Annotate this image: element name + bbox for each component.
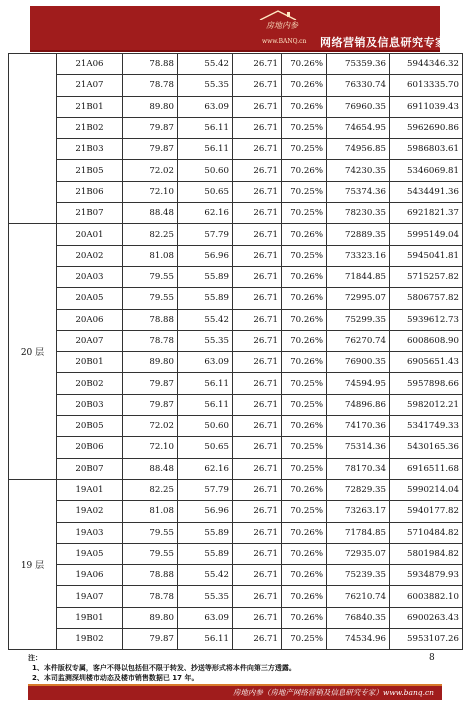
total-price-cell: 5957898.66	[390, 373, 463, 394]
table-row	[9, 543, 463, 564]
shared-area-cell: 26.71	[233, 543, 282, 564]
room-cell: 20A01	[57, 224, 123, 245]
area-cell: 78.88	[123, 54, 178, 75]
ratio-cell: 70.26%	[282, 330, 327, 351]
usable-area-cell: 56.11	[178, 373, 233, 394]
unit-price-cell: 74654.95	[327, 117, 390, 138]
shared-area-cell: 26.71	[233, 458, 282, 479]
total-price-cell: 5944346.32	[390, 54, 463, 75]
unit-price-cell: 78230.35	[327, 203, 390, 224]
page-number: 8	[429, 653, 435, 663]
usable-area-cell: 63.09	[178, 607, 233, 628]
price-table	[8, 53, 463, 650]
table-row	[9, 54, 463, 75]
total-price-cell: 5962690.86	[390, 117, 463, 138]
table-row	[9, 330, 463, 351]
shared-area-cell: 26.71	[233, 181, 282, 202]
table-row	[9, 117, 463, 138]
total-price-cell: 5982012.21	[390, 394, 463, 415]
shared-area-cell: 26.71	[233, 586, 282, 607]
table-row	[9, 75, 463, 96]
total-price-cell: 6921821.37	[390, 203, 463, 224]
shared-area-cell: 26.71	[233, 203, 282, 224]
table-row	[9, 224, 463, 245]
room-cell: 19A03	[57, 522, 123, 543]
shared-area-cell: 26.71	[233, 224, 282, 245]
area-cell: 78.78	[123, 75, 178, 96]
room-cell: 20B02	[57, 373, 123, 394]
usable-area-cell: 55.89	[178, 522, 233, 543]
area-cell: 79.55	[123, 288, 178, 309]
area-cell: 82.25	[123, 479, 178, 500]
area-cell: 79.55	[123, 522, 178, 543]
area-cell: 88.48	[123, 203, 178, 224]
ratio-cell: 70.26%	[282, 607, 327, 628]
shared-area-cell: 26.71	[233, 139, 282, 160]
logo-text: 房地内参	[266, 21, 298, 30]
ratio-cell: 70.25%	[282, 501, 327, 522]
usable-area-cell: 50.65	[178, 437, 233, 458]
room-cell: 19A05	[57, 543, 123, 564]
area-cell: 89.80	[123, 352, 178, 373]
total-price-cell: 5434491.36	[390, 181, 463, 202]
page-footer	[28, 684, 442, 700]
footer-text: 房地内参（房地产网络营销及信息研究专家）www.banq.cn	[232, 688, 434, 697]
unit-price-cell: 78170.34	[327, 458, 390, 479]
ratio-cell: 70.26%	[282, 224, 327, 245]
ratio-cell: 70.26%	[282, 352, 327, 373]
table-row	[9, 139, 463, 160]
unit-price-cell: 76330.74	[327, 75, 390, 96]
unit-price-cell: 74956.85	[327, 139, 390, 160]
ratio-cell: 70.26%	[282, 96, 327, 117]
area-cell: 79.87	[123, 629, 178, 650]
usable-area-cell: 55.89	[178, 288, 233, 309]
ratio-cell: 70.26%	[282, 479, 327, 500]
house-roof-icon	[258, 10, 298, 20]
total-price-cell: 6900263.43	[390, 607, 463, 628]
usable-area-cell: 55.42	[178, 309, 233, 330]
ratio-cell: 70.26%	[282, 288, 327, 309]
table-row	[9, 416, 463, 437]
shared-area-cell: 26.71	[233, 330, 282, 351]
ratio-cell: 70.25%	[282, 117, 327, 138]
usable-area-cell: 50.60	[178, 160, 233, 181]
unit-price-cell: 76960.35	[327, 96, 390, 117]
total-price-cell: 5346069.81	[390, 160, 463, 181]
total-price-cell: 5430165.36	[390, 437, 463, 458]
ratio-cell: 70.26%	[282, 309, 327, 330]
table-row	[9, 181, 463, 202]
shared-area-cell: 26.71	[233, 266, 282, 287]
table-row	[9, 522, 463, 543]
total-price-cell: 5806757.82	[390, 288, 463, 309]
total-price-cell: 5710484.82	[390, 522, 463, 543]
usable-area-cell: 57.79	[178, 479, 233, 500]
unit-price-cell: 76210.74	[327, 586, 390, 607]
room-cell: 19A06	[57, 565, 123, 586]
usable-area-cell: 56.11	[178, 394, 233, 415]
shared-area-cell: 26.71	[233, 117, 282, 138]
usable-area-cell: 55.35	[178, 330, 233, 351]
ratio-cell: 70.26%	[282, 416, 327, 437]
ratio-cell: 70.25%	[282, 629, 327, 650]
area-cell: 89.80	[123, 96, 178, 117]
usable-area-cell: 63.09	[178, 352, 233, 373]
room-cell: 21B03	[57, 139, 123, 160]
total-price-cell: 6008608.90	[390, 330, 463, 351]
room-cell: 20A02	[57, 245, 123, 266]
shared-area-cell: 26.71	[233, 309, 282, 330]
notes-title: 注：	[28, 654, 42, 662]
area-cell: 72.02	[123, 160, 178, 181]
room-cell: 21B07	[57, 203, 123, 224]
table-row	[9, 160, 463, 181]
ratio-cell: 70.26%	[282, 54, 327, 75]
room-cell: 20A06	[57, 309, 123, 330]
ratio-cell: 70.25%	[282, 203, 327, 224]
total-price-cell: 5986803.61	[390, 139, 463, 160]
unit-price-cell: 74230.35	[327, 160, 390, 181]
area-cell: 79.87	[123, 139, 178, 160]
usable-area-cell: 56.96	[178, 501, 233, 522]
area-cell: 81.08	[123, 501, 178, 522]
shared-area-cell: 26.71	[233, 437, 282, 458]
ratio-cell: 70.25%	[282, 181, 327, 202]
usable-area-cell: 55.35	[178, 586, 233, 607]
ratio-cell: 70.26%	[282, 522, 327, 543]
room-cell: 19A07	[57, 586, 123, 607]
total-price-cell: 6905651.43	[390, 352, 463, 373]
unit-price-cell: 76270.74	[327, 330, 390, 351]
total-price-cell: 5995149.04	[390, 224, 463, 245]
ratio-cell: 70.25%	[282, 437, 327, 458]
unit-price-cell: 74534.96	[327, 629, 390, 650]
ratio-cell: 70.26%	[282, 160, 327, 181]
shared-area-cell: 26.71	[233, 629, 282, 650]
table-row	[9, 394, 463, 415]
shared-area-cell: 26.71	[233, 565, 282, 586]
room-cell: 20B07	[57, 458, 123, 479]
table-row	[9, 352, 463, 373]
table-row	[9, 245, 463, 266]
brand-tagline: 网络营销及信息研究专家	[320, 36, 447, 49]
unit-price-cell: 72995.07	[327, 288, 390, 309]
shared-area-cell: 26.71	[233, 607, 282, 628]
usable-area-cell: 55.35	[178, 75, 233, 96]
unit-price-cell: 74896.86	[327, 394, 390, 415]
ratio-cell: 70.26%	[282, 266, 327, 287]
total-price-cell: 5939612.73	[390, 309, 463, 330]
total-price-cell: 6003882.10	[390, 586, 463, 607]
area-cell: 79.87	[123, 394, 178, 415]
table-row	[9, 203, 463, 224]
usable-area-cell: 57.79	[178, 224, 233, 245]
usable-area-cell: 63.09	[178, 96, 233, 117]
unit-price-cell: 75299.35	[327, 309, 390, 330]
area-cell: 78.88	[123, 565, 178, 586]
area-cell: 78.78	[123, 330, 178, 351]
room-cell: 20A07	[57, 330, 123, 351]
ratio-cell: 70.25%	[282, 373, 327, 394]
unit-price-cell: 75314.36	[327, 437, 390, 458]
total-price-cell: 5801984.82	[390, 543, 463, 564]
unit-price-cell: 73323.16	[327, 245, 390, 266]
floor-cell	[9, 54, 57, 224]
usable-area-cell: 62.16	[178, 458, 233, 479]
total-price-cell: 5953107.26	[390, 629, 463, 650]
ratio-cell: 70.25%	[282, 394, 327, 415]
room-cell: 21A07	[57, 75, 123, 96]
logo-url: www.BANQ.cn	[262, 38, 307, 45]
usable-area-cell: 56.11	[178, 117, 233, 138]
room-cell: 19B01	[57, 607, 123, 628]
area-cell: 88.48	[123, 458, 178, 479]
table-row	[9, 288, 463, 309]
room-cell: 21B02	[57, 117, 123, 138]
shared-area-cell: 26.71	[233, 160, 282, 181]
floor-cell: 20 层	[9, 224, 57, 480]
shared-area-cell: 26.71	[233, 522, 282, 543]
room-cell: 19A02	[57, 501, 123, 522]
unit-price-cell: 71784.85	[327, 522, 390, 543]
table-row	[9, 629, 463, 650]
table-row	[9, 501, 463, 522]
usable-area-cell: 56.96	[178, 245, 233, 266]
table-row	[9, 266, 463, 287]
room-cell: 20B01	[57, 352, 123, 373]
room-cell: 20B06	[57, 437, 123, 458]
room-cell: 21B01	[57, 96, 123, 117]
area-cell: 72.10	[123, 437, 178, 458]
notes-section	[28, 653, 442, 683]
table-row	[9, 373, 463, 394]
unit-price-cell: 71844.85	[327, 266, 390, 287]
total-price-cell: 5934879.93	[390, 565, 463, 586]
usable-area-cell: 56.11	[178, 139, 233, 160]
unit-price-cell: 73263.17	[327, 501, 390, 522]
shared-area-cell: 26.71	[233, 352, 282, 373]
usable-area-cell: 50.60	[178, 416, 233, 437]
total-price-cell: 5715257.82	[390, 266, 463, 287]
floor-cell: 19 层	[9, 479, 57, 649]
shared-area-cell: 26.71	[233, 75, 282, 96]
total-price-cell: 5990214.04	[390, 479, 463, 500]
usable-area-cell: 55.89	[178, 266, 233, 287]
total-price-cell: 6013335.70	[390, 75, 463, 96]
area-cell: 79.55	[123, 266, 178, 287]
shared-area-cell: 26.71	[233, 245, 282, 266]
unit-price-cell: 76900.35	[327, 352, 390, 373]
unit-price-cell: 72935.07	[327, 543, 390, 564]
note-line-1: 1、本件版权专属，客户不得以包括但不限于转发、抄送等形式将本件向第三方透露。	[32, 664, 296, 672]
total-price-cell: 5940177.82	[390, 501, 463, 522]
shared-area-cell: 26.71	[233, 501, 282, 522]
table-row	[9, 479, 463, 500]
ratio-cell: 70.26%	[282, 543, 327, 564]
area-cell: 79.87	[123, 117, 178, 138]
room-cell: 20A03	[57, 266, 123, 287]
area-cell: 79.87	[123, 373, 178, 394]
area-cell: 78.78	[123, 586, 178, 607]
usable-area-cell: 50.65	[178, 181, 233, 202]
table-row	[9, 309, 463, 330]
ratio-cell: 70.25%	[282, 458, 327, 479]
page-header	[0, 0, 470, 52]
room-cell: 20B03	[57, 394, 123, 415]
total-price-cell: 5341749.33	[390, 416, 463, 437]
table-row	[9, 96, 463, 117]
table-row	[9, 565, 463, 586]
unit-price-cell: 75359.36	[327, 54, 390, 75]
unit-price-cell: 72889.35	[327, 224, 390, 245]
room-cell: 21B05	[57, 160, 123, 181]
shared-area-cell: 26.71	[233, 373, 282, 394]
table-row	[9, 437, 463, 458]
ratio-cell: 70.26%	[282, 565, 327, 586]
area-cell: 72.10	[123, 181, 178, 202]
unit-price-cell: 76840.35	[327, 607, 390, 628]
table-row	[9, 607, 463, 628]
shared-area-cell: 26.71	[233, 394, 282, 415]
ratio-cell: 70.26%	[282, 75, 327, 96]
table-row	[9, 586, 463, 607]
area-cell: 79.55	[123, 543, 178, 564]
unit-price-cell: 72829.35	[327, 479, 390, 500]
area-cell: 82.25	[123, 224, 178, 245]
shared-area-cell: 26.71	[233, 96, 282, 117]
ratio-cell: 70.25%	[282, 139, 327, 160]
area-cell: 72.02	[123, 416, 178, 437]
shared-area-cell: 26.71	[233, 288, 282, 309]
unit-price-cell: 75239.35	[327, 565, 390, 586]
area-cell: 81.08	[123, 245, 178, 266]
usable-area-cell: 55.42	[178, 565, 233, 586]
area-cell: 78.88	[123, 309, 178, 330]
room-cell: 21B06	[57, 181, 123, 202]
shared-area-cell: 26.71	[233, 479, 282, 500]
table-row	[9, 458, 463, 479]
unit-price-cell: 75374.36	[327, 181, 390, 202]
area-cell: 89.80	[123, 607, 178, 628]
usable-area-cell: 62.16	[178, 203, 233, 224]
total-price-cell: 6911039.43	[390, 96, 463, 117]
ratio-cell: 70.25%	[282, 245, 327, 266]
shared-area-cell: 26.71	[233, 54, 282, 75]
note-line-2: 2、本司监测深圳楼市动态及楼市销售数据已 17 年。	[32, 674, 199, 682]
total-price-cell: 5945041.81	[390, 245, 463, 266]
usable-area-cell: 56.11	[178, 629, 233, 650]
unit-price-cell: 74170.36	[327, 416, 390, 437]
room-cell: 19A01	[57, 479, 123, 500]
room-cell: 19B02	[57, 629, 123, 650]
room-cell: 20A05	[57, 288, 123, 309]
ratio-cell: 70.26%	[282, 586, 327, 607]
usable-area-cell: 55.89	[178, 543, 233, 564]
room-cell: 21A06	[57, 54, 123, 75]
room-cell: 20B05	[57, 416, 123, 437]
total-price-cell: 6916511.68	[390, 458, 463, 479]
usable-area-cell: 55.42	[178, 54, 233, 75]
shared-area-cell: 26.71	[233, 416, 282, 437]
unit-price-cell: 74594.95	[327, 373, 390, 394]
